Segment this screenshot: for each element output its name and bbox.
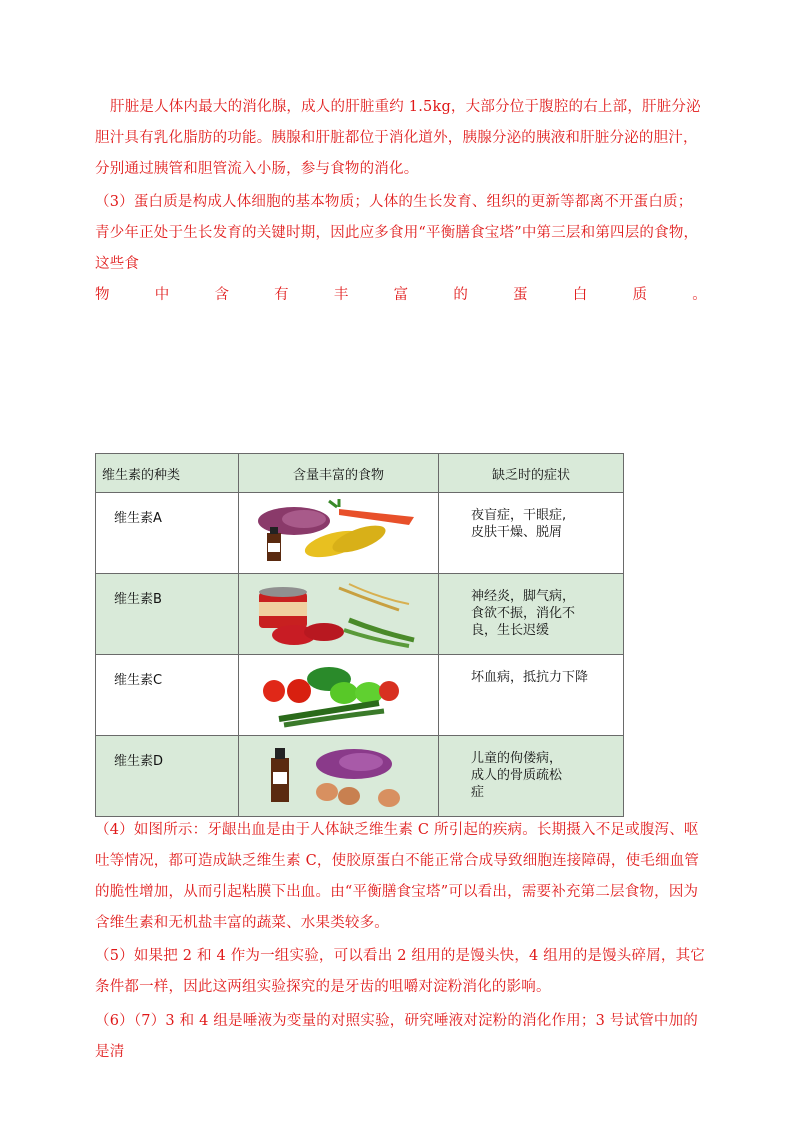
symptom-cell	[439, 574, 624, 655]
symptom-line: 神经炎，脚气病，	[471, 589, 576, 604]
table-row	[96, 493, 624, 574]
food-image-vitamin-d	[239, 736, 439, 817]
food-image-vitamin-c	[239, 655, 439, 736]
char: 的	[453, 287, 469, 303]
table-header: 缺乏时的症状	[439, 454, 624, 493]
char: 质	[632, 287, 648, 303]
paragraph-chewing: （5）如果把 2 和 4 作为一组实验，可以看出 2 组用的是馒头快，4 组用的是馒头碎屑，其它条件都一样，因此这两组实验探究的是牙齿的咀嚼对淀粉消化的影响。	[95, 948, 705, 995]
bottle-liver-eggs-image	[249, 742, 429, 812]
symptom-line: 症	[471, 785, 485, 800]
vitamin-name: 维生素A	[96, 493, 239, 574]
char: 中	[154, 287, 170, 303]
symptom-line: 成人的骨质疏松	[471, 768, 563, 783]
paragraph-protein-last-line	[95, 280, 707, 311]
char: 蛋	[513, 287, 528, 303]
symptom-cell	[439, 655, 624, 736]
table-row	[96, 574, 624, 655]
symptom-line: 夜盲症，干眼症,	[471, 508, 567, 523]
food-image-vitamin-b	[239, 574, 439, 655]
paragraph-saliva: （6）（7）3 和 4 组是唾液为变量的对照实验，研究唾液对淀粉的消化作用；3 号试管中加的是清	[95, 1013, 699, 1060]
symptom-line: 坏血病，抵抗力下降	[471, 670, 589, 685]
food-image-vitamin-a	[239, 493, 439, 574]
paragraph-vitamin-c: （4）如图所示：牙龈出血是由于人体缺乏维生素 C 所引起的疾病。长期摄入不足或腹泻、呕吐等情况，都可造成缺乏维生素 C，使胶原蛋白不能正常合成导致细胞连接障碍，使毛细血管的脆性增加，从而引起粘膜下出血。由“平衡膳食宝塔”可以看出，需要补充第二层食物，因为含维生素和无机盐丰富的蔬菜、水果类较多。	[95, 822, 700, 931]
char: 富	[393, 287, 409, 303]
vitamin-name: 维生素C	[96, 655, 239, 736]
can-grain-beans-image	[249, 580, 429, 650]
symptom-line: 皮肤干燥、脱屑	[471, 525, 563, 540]
symptom-cell	[439, 493, 624, 574]
char: 含	[214, 287, 230, 303]
symptom-line: 良，生长迟缓	[471, 623, 550, 638]
symptom-line: 儿童的佝偻病，	[471, 751, 563, 766]
vitamin-name: 维生素D	[96, 736, 239, 817]
table-row	[96, 736, 624, 817]
paragraph-protein-text: （3）蛋白质是构成人体细胞的基本物质；人体的生长发育、组织的更新等都离不开蛋白质；青少年正处于生长发育的关键时期，因此应多食用“平衡膳食宝塔”中第三层和第四层的食物，这些食	[95, 194, 699, 272]
vitamin-name: 维生素B	[96, 574, 239, 655]
table-header: 维生素的种类	[96, 454, 239, 493]
symptom-cell	[439, 736, 624, 817]
table-header: 含量丰富的食物	[239, 454, 439, 493]
paragraph-protein	[95, 187, 707, 311]
liver-carrot-corn-image	[249, 499, 429, 569]
char: 有	[274, 287, 289, 303]
char: 。	[692, 287, 707, 303]
symptom-line: 食欲不振，消化不	[471, 606, 576, 621]
tomato-pepper-cucumber-image	[249, 661, 429, 731]
char: 丰	[333, 287, 349, 303]
char: 白	[572, 287, 588, 303]
table-header-row	[96, 454, 624, 493]
paragraph-liver: 肝脏是人体内最大的消化腺，成人的肝脏重约 1.5kg，大部分位于腹腔的右上部，肝脏分泌胆汁具有乳化脂肪的功能。胰腺和肝脏都位于消化道外，胰腺分泌的胰液和肝脏分泌的胆汁，分别通过胰管和胆管流入小肠，参与食物的消化。	[95, 99, 701, 177]
char: 物	[95, 287, 110, 303]
vitamin-table	[95, 453, 624, 817]
table-row	[96, 655, 624, 736]
